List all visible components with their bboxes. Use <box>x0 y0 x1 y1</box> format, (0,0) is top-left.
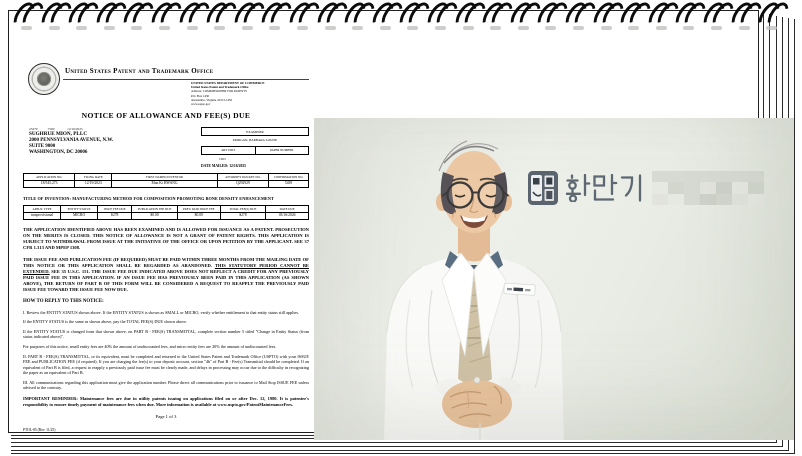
filing-date: 12/19/2023 <box>75 180 112 187</box>
mosaic-cell <box>748 182 764 193</box>
form-number: PTOL-85 (Rev. 11/25) <box>23 427 56 432</box>
clinic-logo-icon <box>528 171 558 205</box>
reply-paragraph: II. PART B - FEE(S) TRANSMITTAL, or its equivalent, must be completed and returned to the United States Patent and Trademark Office (USPTO) with your ISSUE FEE and PUBLICATION FEE (if required). If you are charging the fee(s) to your deposit account, section "4b" of Part B - Fee(s) Transmittal should be completed. If an equivalent of Part B is filed, a request to reapply a previously paid issue fee must be clearly made, and delays in processing may occur due to the difficulty in recognizing the paper as an equivalent of Part B. <box>23 353 309 376</box>
smile <box>460 215 488 228</box>
addressee-line: SUGHRUE MION, PLLC <box>29 131 88 138</box>
document-body <box>23 227 309 432</box>
entity-status: MICRO <box>61 212 98 219</box>
patent-notice-document <box>23 55 309 439</box>
binding-ring-icon <box>761 1 783 33</box>
issue-fee-paragraph <box>23 257 309 294</box>
col-header: PREV. PAID ISSUE FEE <box>177 206 220 213</box>
binding-ring-icon <box>623 1 645 33</box>
mosaic-cell <box>748 194 764 205</box>
total-fees-due: $278 <box>220 212 266 219</box>
binding-ring-icon <box>706 1 728 33</box>
mosaic-cell <box>700 194 716 205</box>
examiner-name: MORGAN, BARBARA LOUISE <box>232 138 278 143</box>
coat-lapels <box>442 253 506 356</box>
col-header: FIRST NAMED INVENTOR <box>112 174 217 181</box>
shirt-and-tie <box>445 251 503 388</box>
office-name: United States Patent and Trademark Office <box>65 67 214 75</box>
address-line: www.uspto.gov <box>191 102 211 106</box>
addressee-line: SUITE 9000 <box>29 144 56 150</box>
binding-ring-icon <box>651 1 673 33</box>
col-header: CONFIRMATION NO. <box>269 174 309 181</box>
routing-line: 23479 7590 12/16/2025 <box>29 127 83 131</box>
col-header: FILING DATE <box>75 174 112 181</box>
mosaic-cell <box>668 194 684 205</box>
addressee-line: WASHINGTON, DC 20006 <box>29 150 88 156</box>
prev-paid-issue-fee: $0.00 <box>177 212 220 219</box>
notice-title: NOTICE OF ALLOWANCE AND FEE(S) DUE <box>81 111 251 120</box>
first-named-inventor: Man Ki HWANG <box>112 180 217 187</box>
mosaic-cell <box>652 182 668 193</box>
binding-ring-icon <box>678 1 700 33</box>
binding-ring-icon <box>320 1 342 33</box>
examiner-label: EXAMINER <box>201 127 309 136</box>
fee-table <box>23 205 309 220</box>
table-header-row <box>24 206 309 213</box>
mosaic-cell <box>700 182 716 193</box>
issue-fee-due: $278 <box>98 212 132 219</box>
mosaic-cell <box>668 171 684 182</box>
appln-type: nonprovisional <box>24 212 61 219</box>
mosaic-cell <box>652 171 668 182</box>
doctor-photo <box>314 118 794 440</box>
invention-title: TITLE OF INVENTION: MANUFACTURING METHOD FOR COMPOSITION PROMOTING BONE DENSITY ENHANCEMENT <box>23 196 274 201</box>
table-row <box>24 212 309 219</box>
binding-ring-icon <box>99 1 121 33</box>
art-unit-paper-box <box>201 146 309 155</box>
col-header: DATE DUE <box>266 206 309 213</box>
neck <box>458 222 490 262</box>
clinic-signage <box>528 168 764 208</box>
name-badge <box>504 283 536 295</box>
binding-ring-icon <box>375 1 397 33</box>
art-unit-label: ART UNIT <box>221 148 236 153</box>
glasses-icon <box>448 183 473 208</box>
doctor-head <box>436 141 512 233</box>
reply-paragraph: If the ENTITY STATUS is the same as shown above, pay the TOTAL FEE(S) DUE shown above. <box>23 319 188 325</box>
binding-ring-icon <box>734 1 756 33</box>
mosaic-cell <box>684 194 700 205</box>
binding-ring-icon <box>182 1 204 33</box>
date-due: 03/16/2026 <box>266 212 309 219</box>
col-header: TOTAL FEE(S) DUE <box>220 206 266 213</box>
important-reminder: IMPORTANT REMINDER: Maintenance fees are due in utility patents issuing on applications filed on or after Dec. 12, 1980. It is patentee's responsibility to ensure timely payment of maintenance fees when due. More information is available at www.uspto.gov/PatentMaintenanceFees. <box>23 395 309 407</box>
reply-paragraph: I. Review the ENTITY STATUS shown above. If the ENTITY STATUS is shown as SMALL or MICRO, verify whether entitlement to that entity status still applies. <box>23 309 300 315</box>
mosaic-cell <box>716 194 732 205</box>
addressee-block <box>29 127 189 157</box>
binding-ring-icon <box>568 1 590 33</box>
application-table <box>23 173 309 188</box>
mosaic-cell <box>652 194 668 205</box>
col-header: APPLN. TYPE <box>24 206 61 213</box>
binding-ring-icon <box>16 1 38 33</box>
white-coat <box>384 253 564 440</box>
header-rule <box>63 79 309 80</box>
binding-ring-icon <box>264 1 286 33</box>
addressee-line: 2000 PENNSYLVANIA AVENUE, N.W. <box>29 137 114 143</box>
binding-ring-icon <box>402 1 424 33</box>
binding-ring-icon <box>540 1 562 33</box>
examiner-column <box>201 127 309 169</box>
reply-paragraph: If the ENTITY STATUS is changed from that shown above, on PART B - FEE(S) TRANSMITTAL, complete section number 5 titled "Change in Entity Status (from status indicated above)". <box>23 328 309 340</box>
mosaic-cell <box>716 182 732 193</box>
statutory-period-text: THIS STATUTORY PERIOD CANNOT BE EXTENDED. <box>23 262 309 274</box>
reply-paragraph: For purposes of this notice, small entity fees are 40% the amount of undiscounted fees, and micro entity fees are 20% the amount of undiscounted fees. <box>23 343 277 349</box>
page-sheet <box>8 10 759 433</box>
col-header: APPLICATION NO. <box>24 174 75 181</box>
binding-ring-icon <box>237 1 259 33</box>
doctor-portrait <box>314 118 794 440</box>
clinic-logo-hangul <box>566 174 644 202</box>
binding-ring-icon <box>513 1 535 33</box>
spiral-binding <box>0 0 802 34</box>
allowance-paragraph: THE APPLICATION IDENTIFIED ABOVE HAS BEEN EXAMINED AND IS ALLOWED FOR ISSUANCE AS A PATENT. PROSECUTION ON THE MERITS IS CLOSED. THIS NOTICE OF ALLOWANCE IS NOT A GRANT OF PATENT RIGHTS. THIS APPLICATION IS SUBJECT TO WITHDRAWAL FROM ISSUE AT THE INITIATIVE OF THE OFFICE OR UPON PETITION BY THE APPLICANT. SEE 37 CFR 1.313 AND MPEP 1308. <box>23 227 309 251</box>
attorney-docket-no: Q292929 <box>217 180 268 187</box>
binding-ring-icon <box>485 1 507 33</box>
binding-ring-icon <box>292 1 314 33</box>
commissioner-address-block <box>191 81 309 106</box>
mosaic-cell <box>732 171 748 182</box>
redacted-text-mosaic <box>652 171 764 205</box>
how-to-reply-heading: HOW TO REPLY TO THIS NOTICE: <box>23 299 104 305</box>
reply-paragraph: III. All communications regarding this application must give the application number. Please direct all communications prior to issuance to Mail Stop ISSUE FEE unless advised to the contrary. <box>23 379 309 391</box>
issue-fee-text: THE ISSUE FEE AND PUBLICATION FEE (IF REQUIRED) MUST BE PAID WITHIN THREE MONTHS FROM THE MAILING DATE OF THIS NOTICE OR THIS APPLICATION SHALL BE REGARDED AS ABANDONED. <box>23 256 309 268</box>
mosaic-cell <box>684 182 700 193</box>
art-unit-value: 1655 <box>219 156 226 161</box>
mosaic-cell <box>732 194 748 205</box>
address-line: Address: COMMISSIONER FOR PATENTS <box>191 89 248 94</box>
mosaic-cell <box>732 182 748 193</box>
col-header: ISSUE FEE DUE <box>98 206 132 213</box>
address-line: P.O. Box 1450 <box>191 93 210 98</box>
address-line: Alexandria, Virginia 22313-1450 <box>191 97 233 102</box>
mosaic-cell <box>748 171 764 182</box>
clasped-hands <box>434 377 522 428</box>
confirmation-no: 5439 <box>269 180 309 187</box>
application-no: 18/545,273 <box>24 180 75 187</box>
binding-ring-icon <box>154 1 176 33</box>
binding-ring-icon <box>347 1 369 33</box>
binding-ring-icon <box>209 1 231 33</box>
table-row <box>24 180 309 187</box>
issue-fee-text: SEE 35 U.S.C. 151. THE ISSUE FEE DUE INDICATED ABOVE DOES NOT REFLECT A CREDIT FOR ANY PREVIOUSLY PAID ISSUE FEE IN THIS APPLICATION. IF AN ISSUE FEE HAS PREVIOUSLY BEEN PAID IN THIS APPLICATION (AS SHOWN ABOVE), THE RETURN OF PART B OF THIS FORM WILL BE CONSIDERED A REQUEST TO REAPPLY THE PREVIOUSLY PAID ISSUE FEE TOWARD THE ISSUE FEE NOW DUE. <box>23 268 309 293</box>
binding-ring-icon <box>430 1 452 33</box>
paper-number-label: PAPER NUMBER <box>255 147 309 154</box>
mosaic-cell <box>716 171 732 182</box>
col-header: ENTITY STATUS <box>61 206 98 213</box>
uspto-seal-icon <box>28 63 60 95</box>
address-line: UNITED STATES DEPARTMENT OF COMMERCE <box>191 81 265 85</box>
col-header: PUBLICATION FEE DUE <box>132 206 178 213</box>
binding-ring-icon <box>458 1 480 33</box>
mosaic-cell <box>684 171 700 182</box>
mosaic-cell <box>700 171 716 182</box>
col-header: ATTORNEY DOCKET NO. <box>217 174 268 181</box>
page-number: Page 1 of 3 <box>155 413 177 419</box>
publication-fee-due: $0.00 <box>132 212 178 219</box>
binding-ring-icon <box>71 1 93 33</box>
table-header-row <box>24 174 309 181</box>
binding-ring-icon <box>44 1 66 33</box>
coat-button <box>474 377 480 383</box>
binding-ring-icon <box>126 1 148 33</box>
address-line: United States Patent and Trademark Office <box>191 85 249 90</box>
date-mailed: DATE MAILED: 12/16/2025 <box>201 164 247 168</box>
binding-ring-icon <box>596 1 618 33</box>
mosaic-cell <box>668 182 684 193</box>
